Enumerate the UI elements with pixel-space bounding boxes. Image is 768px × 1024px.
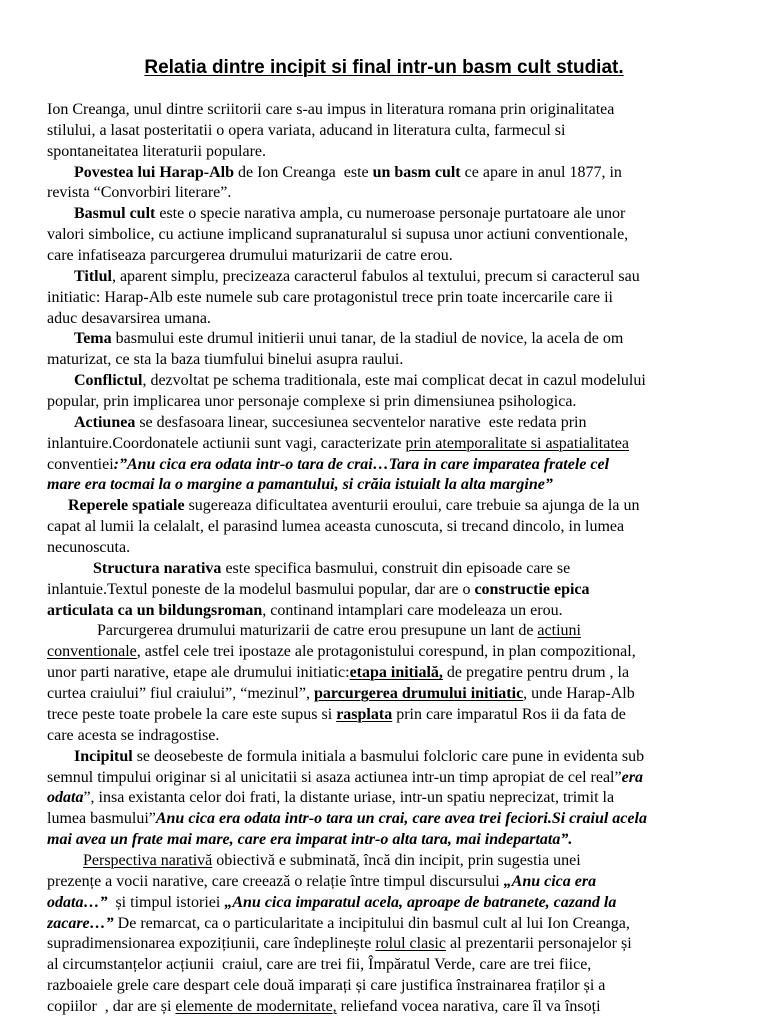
text-line: [47, 768, 765, 789]
text-run: este specifica basmului, construit din episoade care se: [221, 559, 571, 577]
bold-term: Tema: [74, 330, 112, 348]
text-run: basmului este drumul initierii unui tanar, de la stadiul de novice, la acela de om: [111, 330, 624, 348]
text-run: initiatic: Harap-Alb este numele sub care protagonistul trece prin toate incercarile care ii: [47, 288, 613, 306]
text-run: care acesta se indragostise.: [47, 726, 220, 744]
text-run: se desfasoara linear, succesiunea secventelor narative este redata prin: [135, 413, 587, 431]
text-run: obiectivă e subminată, încă din incipit, prin sugestia unei: [212, 851, 581, 869]
text-run: , aparent simplu, precizeaza caracterul fabulos al textului, precum si caracterul sau: [111, 267, 640, 285]
text-run: aduc desavarsirea umana.: [47, 309, 211, 327]
bold-term: Incipitul: [74, 747, 133, 765]
text-run: semnul timpului originar si al unicitatii si asaza actiunea intr-un timp apropiat de cel real”: [47, 768, 622, 786]
text-run: , continand intamplari care modeleaza un erou.: [262, 601, 563, 619]
underlined-phrase: conventionale: [47, 643, 137, 661]
text-run: , astfel cele trei ipostaze ale protagonistului corespund, in plan compozitional,: [136, 643, 636, 661]
text-run: De remarcat, ca o particularitate a incipitului din basmul cult al lui Ion Creanga,: [113, 914, 630, 932]
text-line: [47, 663, 765, 684]
text-run: Parcurgerea drumului maturizarii de catre erou presupune un lant de: [97, 622, 538, 640]
underlined-key-term: parcurgerea drumului initiatic: [313, 685, 524, 703]
underlined-key-term: rasplata: [336, 705, 393, 723]
text-line: [47, 475, 765, 496]
quoted-citation: odata: [47, 789, 84, 807]
bold-term: Povestea lui Harap-Alb: [74, 163, 234, 181]
text-run: prin care imparatul Ros ii da fata de: [392, 705, 626, 723]
bold-term: Actiunea: [74, 413, 136, 431]
text-line: [47, 830, 765, 851]
text-line: [47, 788, 765, 809]
text-line: [47, 392, 765, 413]
quoted-citation: zacare…”: [47, 914, 114, 932]
bold-term: Basmul cult: [74, 205, 156, 223]
text-run: , unde Harap-Alb: [523, 685, 635, 703]
quoted-citation: mai avea un frate mai mare, care era imparat intr-o alta tara, mai indepartata”.: [47, 831, 573, 849]
text-run: spontaneitatea literaturii populare.: [47, 142, 267, 160]
text-run: ”, insa existanta celor doi frati, la distante uriase, intr-un spatiu neprecizat, trimit la: [83, 789, 615, 807]
text-run: trece peste toate probele la care este supus si: [47, 705, 337, 723]
document-body: [47, 100, 765, 1018]
bold-term: constructie epica: [474, 580, 590, 598]
underlined-phrase: rolul clasic: [375, 935, 446, 953]
text-line: [47, 121, 765, 142]
text-line: [47, 142, 765, 163]
text-line: [47, 329, 765, 350]
text-line: [47, 601, 765, 622]
text-run: supradimensionarea expozițiunii, care îndeplinește: [47, 935, 376, 953]
text-line: [47, 705, 765, 726]
text-run: și timpul istoriei: [107, 893, 225, 911]
text-line: [47, 350, 765, 371]
text-line: [47, 580, 765, 601]
text-run: Ion Creanga, unul dintre scriitorii care s-au impus in literatura romana prin originalitatea: [47, 101, 615, 118]
text-line: [47, 163, 765, 184]
text-run: prezențe a vocii narative, care creează o relație între timpul discursului: [47, 872, 504, 890]
bold-term: Conflictul: [74, 372, 143, 390]
text-run: al circumstanțelor acțiunii craiul, care are trei fii, Împăratul Verde, care are trei fiice,: [47, 956, 592, 974]
text-line: [47, 934, 765, 955]
text-line: [47, 267, 765, 288]
text-run: sugereaza dificultatea aventurii eroului, care trebuie sa ajunga de la un: [184, 497, 640, 515]
text-run: inlantuie.Textul poneste de la modelul basmului popular, dar are o: [47, 580, 475, 598]
quoted-citation: „Anu cica era: [503, 872, 597, 890]
text-line: [47, 246, 765, 267]
bold-term: Titlul: [74, 267, 112, 285]
text-run: , dezvoltat pe schema traditionala, este mai complicat decat in cazul modelului: [142, 372, 646, 390]
text-run: razboaiele grele care despart cele două imparați și care justifica înstrainarea fraților și a: [47, 977, 606, 995]
bold-term: articulata ca un bildungsroman: [47, 601, 263, 619]
text-run: de pregatire pentru drum , la: [442, 664, 630, 682]
text-run: stilului, a lasat posteritatii o opera variata, aducand in literatura culta, farmecul si: [47, 121, 566, 139]
text-line: [47, 559, 765, 580]
text-run: revista “Convorbiri literare”.: [47, 184, 232, 202]
text-run: maturizat, ce sta la baza tiumfului binelui asupra raului.: [47, 351, 404, 369]
text-run: inlantuire.Coordonatele actiunii sunt vagi, caracterizate: [47, 434, 406, 452]
quoted-citation: era: [621, 768, 643, 786]
text-line: [47, 726, 765, 747]
quoted-citation: „Anu cica imparatul acela, aproape de batranete, cazand la: [224, 893, 617, 911]
text-line: [47, 893, 765, 914]
underlined-phrase: prin atemporalitate si aspatialitatea: [405, 434, 629, 452]
text-run: necunoscuta.: [47, 539, 131, 557]
text-line: [47, 204, 765, 225]
page-title: Relatia dintre incipit si final intr-un basm cult studiat.: [144, 57, 624, 78]
quoted-citation: odata…”: [47, 893, 108, 911]
text-line: [47, 371, 765, 392]
text-line: [47, 914, 765, 935]
text-run: conventiei: [47, 455, 114, 473]
text-line: [47, 309, 765, 330]
text-line: [47, 955, 765, 976]
text-line: [47, 288, 765, 309]
text-run: valori simbolice, cu actiune implicand supranaturalul si supusa unor actiuni conventionale,: [47, 226, 629, 244]
quoted-citation: mare era tocmai la o margine a pamantului, si crăia istuialt la alta margine”: [47, 476, 553, 494]
underlined-phrase: actiuni: [537, 622, 581, 640]
quoted-citation: Anu cica era odata intr-o tara un crai, care avea trei feciori.Si craiul acela: [155, 810, 647, 828]
text-run: unor parti narative, etape ale drumului initiatic:: [47, 664, 350, 682]
underlined-phrase: elemente de modernitate,: [175, 997, 337, 1015]
text-line: [47, 684, 765, 705]
quoted-citation: :”Anu cica era odata intr-o tara de crai…Tara in care imparatea fratele cel: [113, 455, 610, 473]
text-line: [47, 976, 765, 997]
text-line: [47, 851, 765, 872]
bold-term: un basm cult: [372, 163, 461, 181]
text-run: al prezentarii personajelor și: [445, 935, 632, 953]
bold-term: Structura narativa: [93, 559, 222, 577]
text-line: [47, 872, 765, 893]
text-run: reliefand vocea narativa, care îl va însoți: [336, 997, 601, 1015]
text-run: capat al lumii la celalalt, el parasind lumea aceasta cunoscuta, si trecand dincolo, in lumea: [47, 518, 625, 536]
bold-term: Reperele spatiale: [68, 497, 185, 515]
text-run: care infatiseaza parcurgerea drumului maturizarii de catre erou.: [47, 247, 453, 265]
text-run: curtea craiului” fiul craiului”, “mezinul”,: [47, 685, 314, 703]
text-run: popular, prin implicarea unor personaje complexe si prin dimensiunea psihologica.: [47, 393, 577, 411]
text-run: copiilor , dar are și: [47, 997, 176, 1015]
text-run: lumea basmului”: [47, 810, 156, 828]
text-line: [47, 183, 765, 204]
underlined-key-term: etapa initială,: [349, 664, 443, 682]
text-line: [47, 997, 765, 1018]
text-run: de Ion Creanga este: [234, 163, 373, 181]
text-line: [47, 642, 765, 663]
text-line: [47, 100, 765, 121]
text-line: [47, 434, 765, 455]
text-run: se deosebeste de formula initiala a basmului folcloric care pune in evidenta sub: [132, 747, 645, 765]
text-line: [47, 496, 765, 517]
underlined-phrase: Perspectiva narativă: [83, 851, 213, 869]
text-line: [47, 809, 765, 830]
text-line: [47, 538, 765, 559]
text-line: [47, 747, 765, 768]
text-line: [47, 455, 765, 476]
text-line: [47, 413, 765, 434]
text-run: este o specie narativa ampla, cu numeroase personaje purtatoare ale unor: [155, 205, 626, 223]
text-line: [47, 517, 765, 538]
text-line: [47, 621, 765, 642]
text-run: ce apare in anul 1877, in: [460, 163, 622, 181]
text-line: [47, 225, 765, 246]
